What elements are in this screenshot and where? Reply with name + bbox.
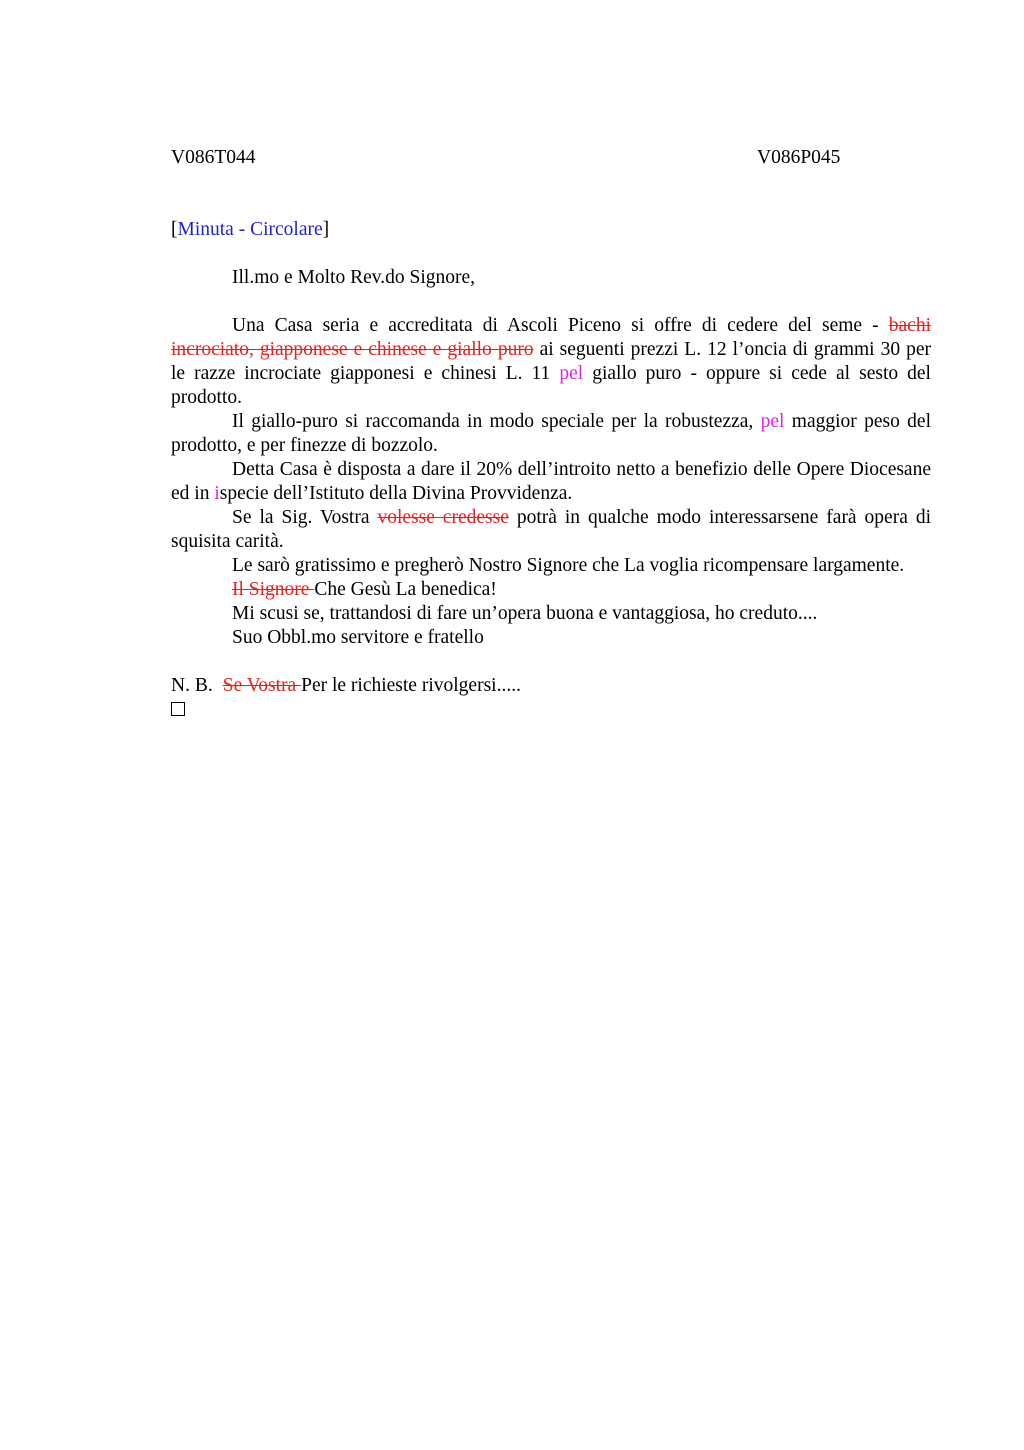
paragraph-1 xyxy=(171,314,931,410)
end-marker xyxy=(171,698,931,722)
document-heading xyxy=(171,218,931,242)
deleted-text: Se Vostra xyxy=(222,675,302,696)
paragraph-3 xyxy=(171,458,931,506)
deleted-text: bachi incrociato, giapponese e chinese e giallo puro xyxy=(171,315,931,360)
bracket-open: [ xyxy=(171,219,178,240)
text: Se la Sig. Vostra xyxy=(232,507,378,528)
inserted-text: i xyxy=(214,483,220,504)
text: Che Gesù La benedica! xyxy=(314,579,497,600)
text: Il giallo-puro si raccomanda in modo speciale per la robustezza, xyxy=(232,411,761,432)
text: Una Casa seria e accreditata di Ascoli Piceno si offre di cedere del seme - xyxy=(232,315,889,336)
text: giallo puro - oppure si cede al sesto del prodotto. xyxy=(171,363,931,408)
right-code: V086P045 xyxy=(757,147,841,168)
square-icon xyxy=(171,702,185,716)
text: maggior peso del prodotto, e per finezze di bozzolo. xyxy=(171,411,931,456)
deleted-text: Il Signore xyxy=(232,579,315,600)
paragraph-2 xyxy=(171,410,931,458)
heading-label: Minuta - Circolare xyxy=(177,219,323,240)
paragraph-7: Mi scusi se, trattandosi di fare un’opera buona e vantaggiosa, ho creduto.... xyxy=(232,603,818,624)
text: ai seguenti prezzi L. 12 l’oncia di grammi 30 per le razze incrociate giapponesi e chinesi L. 11 xyxy=(171,339,931,384)
closing-signature: Suo Obbl.mo servitore e fratello xyxy=(232,627,484,648)
paragraph-6 xyxy=(171,578,931,602)
inserted-text: pel xyxy=(760,411,785,432)
text: specie dell’Istituto della Divina Provvidenza. xyxy=(219,483,573,504)
bracket-close: ] xyxy=(322,219,330,240)
paragraph-4 xyxy=(171,506,931,554)
paragraph-5: Le sarò gratissimo e pregherò Nostro Signore che La voglia ricompensare largamente. xyxy=(232,555,905,576)
text: Per le richieste rivolgersi..... xyxy=(301,675,521,696)
nb-label: N. B. xyxy=(171,675,213,696)
letter-body xyxy=(171,218,931,722)
inserted-text: pel xyxy=(559,363,584,384)
text: Detta Casa è disposta a dare il 20% dell’introito netto a benefizio delle Opere Diocesane ed in xyxy=(171,459,931,504)
left-code: V086T044 xyxy=(171,147,256,168)
text: potrà in qualche modo interessarsene farà opera di squisita carità. xyxy=(171,507,931,552)
deleted-text: volesse credesse xyxy=(377,507,509,528)
nota-bene xyxy=(171,674,931,698)
salutation: Ill.mo e Molto Rev.do Signore, xyxy=(232,267,476,288)
